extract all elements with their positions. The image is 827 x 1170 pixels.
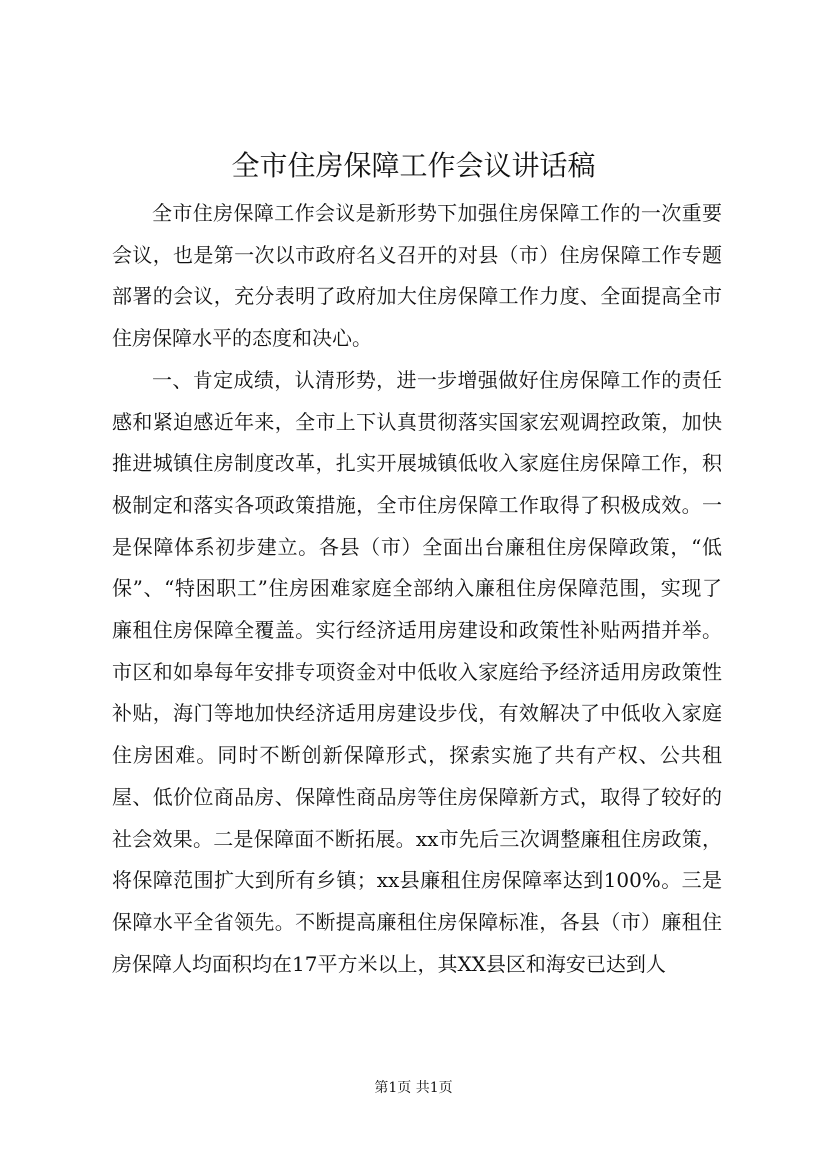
paragraph-intro: 全市住房保障工作会议是新形势下加强住房保障工作的一次重要会议，也是第一次以市政府名义召开的对县（市）住房保障工作专题部署的会议，充分表明了政府加大住房保障工作力度、全面提高全市住房保障水平的态度和决心。 [112,201,722,351]
document-title: 全市住房保障工作会议讲话稿 [231,149,596,182]
paragraph-section-one: 一、肯定成绩，认清形势，进一步增强做好住房保障工作的责任感和紧迫感近年来，全市上下认真贯彻落实国家宏观调控政策，加快推进城镇住房制度改革，扎实开展城镇低收入家庭住房保障工作，积极制定和落实各项政策措施，全市住房保障工作取得了积极成效。一是保障体系初步建立。各县（市）全面出台廉租住房保障政策，“低保”、“特困职工”住房困难家庭全部纳入廉租住房保障范围，实现了廉租住房保障全覆盖。实行经济适用房建设和政策性补贴两措并举。市区和如皋每年安排专项资金对中低收入家庭给予经济适用房政策性补贴，海门等地加快经济适用房建设步伐，有效解决了中低收入家庭住房困难。同时不断创新保障形式，探索实施了共有产权、公共租屋、低价位商品房、保障性商品房等住房保障新方式，取得了较好的社会效果。二是保障面不断拓展。xx市先后三次调整廉租住房政策，将保障范围扩大到所有乡镇；xx县廉租住房保障率达到100%。三是保障水平全省领先。不断提高廉租住房保障标准，各县（市）廉租住房保障人均面积均在17平方米以上，其XX县区和海安已达到人 [112,367,722,976]
page-footer: 第1页 共1页 [374,1080,453,1096]
document-body [112,193,722,985]
